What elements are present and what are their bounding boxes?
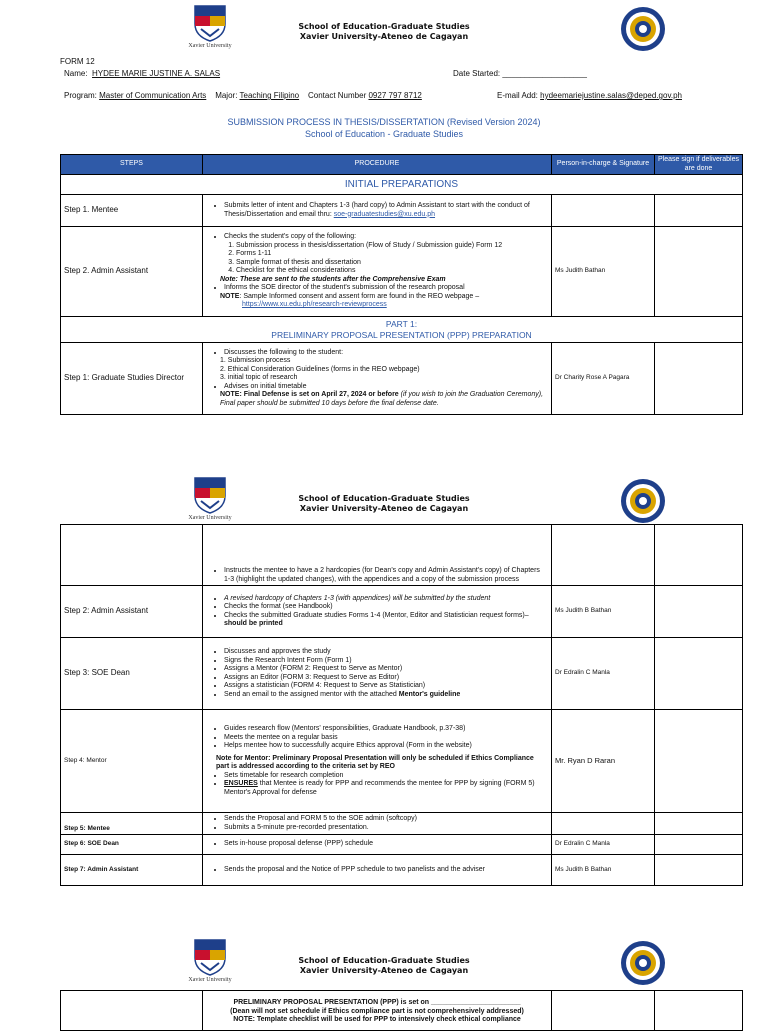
form-number: FORM 12: [60, 57, 95, 66]
done-cell[interactable]: [655, 813, 743, 835]
email-row: E-mail Add: hydeemariejustine.salas@deped.gov.ph: [497, 91, 682, 100]
page-header: [0, 934, 768, 994]
col-procedure: PROCEDURE: [203, 155, 552, 175]
school-title: School of Education-Graduate Studies Xavier University-Ateneo de Cagayan: [298, 22, 470, 41]
email-link[interactable]: soe-graduatestudies@xu.edu.ph: [333, 210, 436, 218]
section-initial: INITIAL PREPARATIONS: [61, 175, 743, 195]
table-row: Step 4: Mentor • Guides research flow (Mentors' responsibilities, Graduate Handbook, p.37-38) • Meets the mentee on a regular basis • Helps mentee how to successfully acquire Ethics approval (Form in the website) Note for Mentor: Preliminary Proposal Presentation will only be scheduled if Ethics Compliance part is addressed according to the criteria set by REO • Sets timetable for research completion • ENSURES that Mentee is ready for PPP and recommends the mentee for PPP by signing (FORM 5) Mentor's Approval for defense Mr. Ryan D Raran: [61, 710, 743, 813]
signature-cell[interactable]: [552, 525, 655, 586]
logo-caption: Xavier University: [188, 977, 232, 983]
signature-cell[interactable]: [552, 813, 655, 835]
logo-caption: Xavier University: [188, 515, 232, 521]
done-cell[interactable]: [655, 710, 743, 813]
done-cell[interactable]: [655, 586, 743, 638]
done-cell[interactable]: [655, 195, 743, 227]
process-table-3: [60, 990, 743, 1031]
program-row: Program: Master of Communication Arts Major: Teaching Filipino Contact Number 0927 797 8712: [64, 91, 422, 100]
table-row: Step 1: Graduate Studies Director • Discusses the following to the student: 1. Submission process 2. Ethical Consideration Guidelines (forms in the REO webpage) 3. initial topic of research • Advises on initial timetable NOTE: Final Defense is set on April 27, 2024 or before (if you wish to join the Graduation Ceremony), Final paper should be submitted 10 days before the final defense date. Dr Charity Rose A Pagara: [61, 343, 743, 415]
table-row: Step 1. Mentee • Submits letter of intent and Chapters 1-3 (hard copy) to Admin Assistant to start with the conduct of Thesis/Dissertation and email thru: soe-graduatestudies@xu.edu.ph: [61, 195, 743, 227]
table-row: • Instructs the mentee to have a 2 hardcopies (for Dean's copy and Admin Assistant's copy) of Chapters 1-3 (highlight the updated changes), with the appendices and a copy of the submission process: [61, 525, 743, 586]
table-row: Step 2: Admin Assistant • A revised hardcopy of Chapters 1-3 (with appendices) will be submitted by the student • Checks the format (see Handbook) • Checks the submitted Graduate studies Forms 1-4 (Mentor, Editor and Statistician request forms)– should be printed Ms Judith B Bathan: [61, 586, 743, 638]
soe-seal: [620, 6, 666, 57]
table-row: Step 2. Admin Assistant • Checks the student's copy of the following: 1. Submission process in thesis/dissertation (Flow of Study / Submission guide) Form 12 2. Forms 1-11 3. Sample format of thesis and dissertation 4. Checklist for the ethical considerations Note: These are sent to the students after the Comprehensive Exam • Informs the SOE director of the student's submission of the research proposal NOTE: Sample Informed consent and assent form are found in the REO webpage – https://www.xu.edu.ph/research-reviewprocess Ms Judith Bathan: [61, 227, 743, 317]
logo-caption: Xavier University: [188, 43, 232, 49]
school-title: School of Education-Graduate Studies Xavier University-Ateneo de Cagayan: [298, 956, 470, 975]
seal-icon: [620, 478, 666, 524]
done-cell[interactable]: [655, 835, 743, 855]
name-row: Name: HYDEE MARIE JUSTINE A. SALAS: [64, 69, 221, 78]
page-header: [0, 472, 768, 532]
school-title: School of Education-Graduate Studies Xavier University-Ateneo de Cagayan: [298, 494, 470, 513]
done-cell[interactable]: [655, 227, 743, 317]
seal-icon: [620, 940, 666, 986]
col-sign: Please sign if deliverables are done: [655, 155, 743, 175]
reo-link[interactable]: https://www.xu.edu.ph/research-reviewprocess: [242, 301, 387, 309]
col-steps: STEPS: [61, 155, 203, 175]
done-cell[interactable]: [655, 638, 743, 710]
page-header: [0, 0, 768, 60]
table-row: Step 5: Mentee • Sends the Proposal and FORM 5 to the SOE admin (softcopy) • Submits a 5-minute pre-recorded presentation.: [61, 813, 743, 835]
name-value: HYDEE MARIE JUSTINE A. SALAS: [92, 69, 221, 78]
process-table-1: [60, 154, 743, 415]
col-person: Person-in-charge & Signature: [552, 155, 655, 175]
done-cell[interactable]: [655, 525, 743, 586]
process-table-2: [60, 524, 743, 886]
soe-seal: [620, 478, 666, 529]
signature-cell[interactable]: [552, 195, 655, 227]
done-cell[interactable]: [655, 991, 743, 1031]
table-row: Step 7: Admin Assistant • Sends the proposal and the Notice of PPP schedule to two panelists and the adviser Ms Judith B Bathan: [61, 855, 743, 886]
section-part1: PART 1: PRELIMINARY PROPOSAL PRESENTATION (PPP) PREPARATION: [61, 317, 743, 343]
date-started: Date Started: ___________________: [453, 69, 587, 78]
signature-cell[interactable]: [552, 991, 655, 1031]
doc-title: SUBMISSION PROCESS IN THESIS/DISSERTATION (Revised Version 2024) School of Education - Graduate Studies: [227, 117, 541, 139]
table-row: Step 3: SOE Dean • Discusses and approves the study • Signs the Research Intent Form (Form 1) • Assigns a Mentor (FORM 2: Request to Serve as Mentor) • Assigns an Editor (FORM 3: Request to Serve as Editor) • Assigns a statistician (FORM 4: Request to Serve as Statistician) • Send an email to the assigned mentor with the attached Mentor's guideline Dr Edralin C Manla: [61, 638, 743, 710]
table-row: Step 6: SOE Dean • Sets in-house proposal defense (PPP) schedule Dr Edralin C Manla: [61, 835, 743, 855]
seal-icon: [620, 6, 666, 52]
table-row: PRELIMINARY PROPOSAL PRESENTATION (PPP) is set on _______________________ (Dean will not set schedule if Ethics compliance part is not comprehensively addressed) NOTE: Template checklist will be used for PPP to intensively check ethical compliance: [61, 991, 743, 1031]
done-cell[interactable]: [655, 855, 743, 886]
soe-seal: [620, 940, 666, 991]
done-cell[interactable]: [655, 343, 743, 415]
